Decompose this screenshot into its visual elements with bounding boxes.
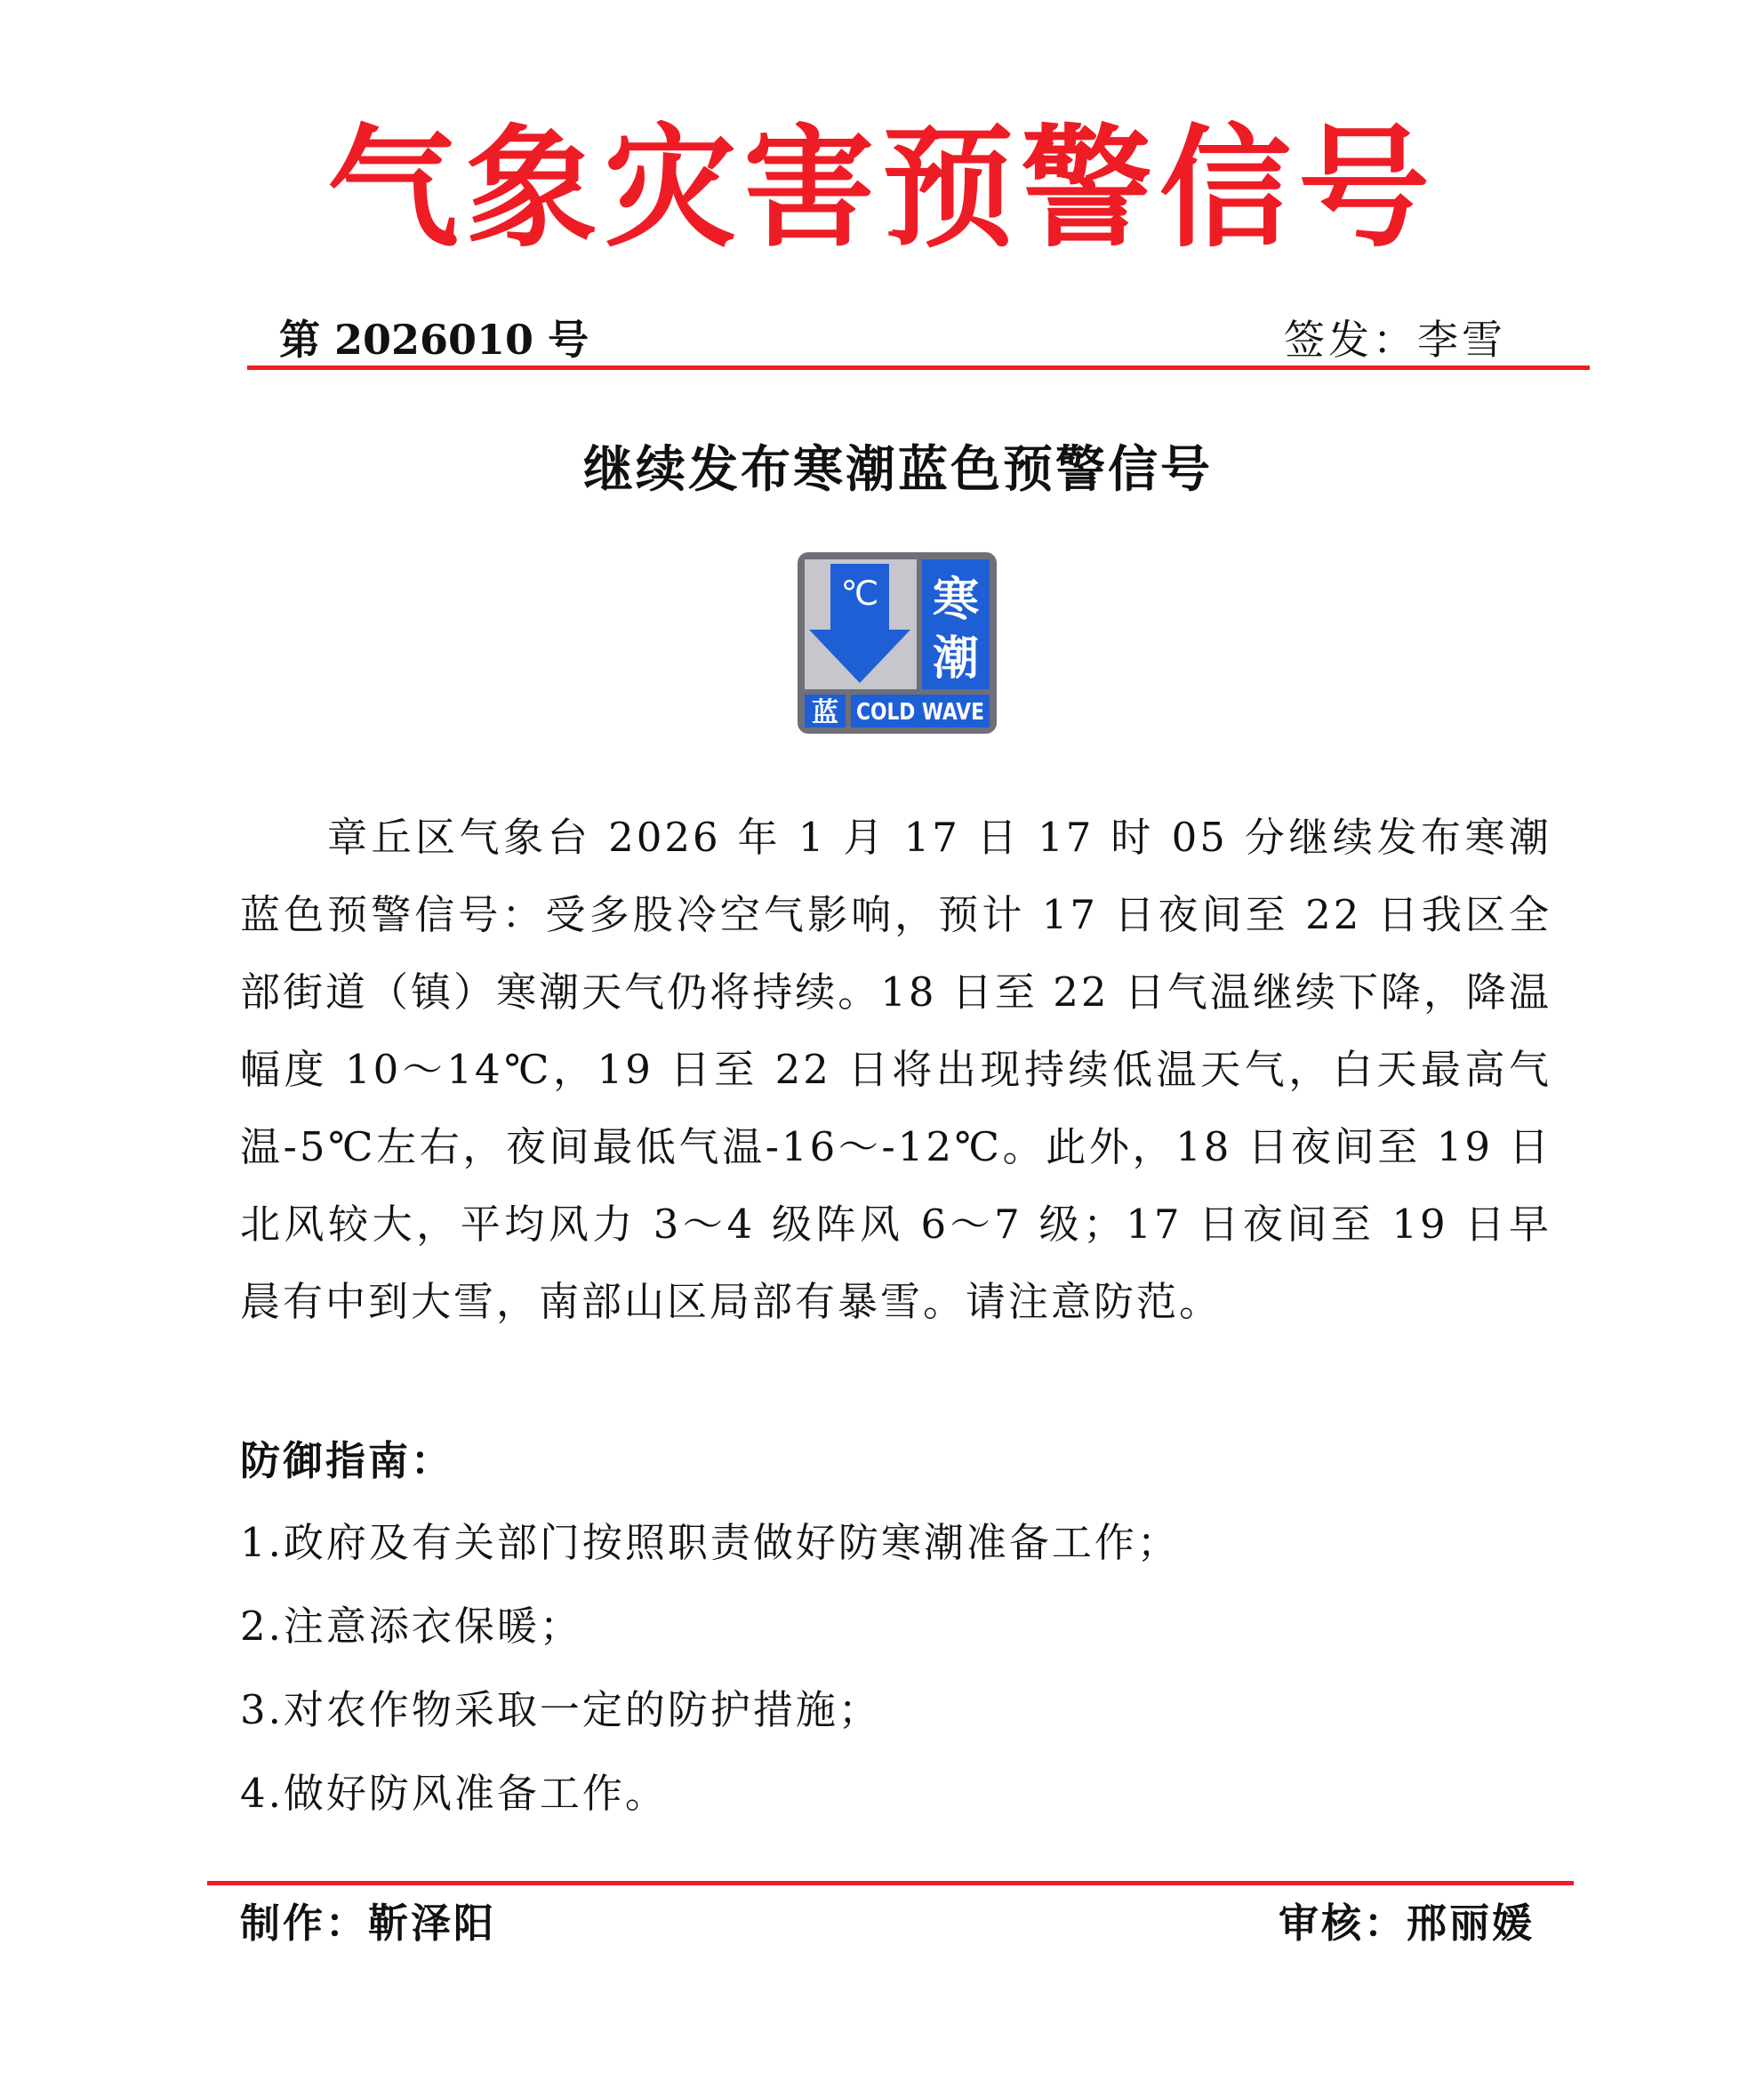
guide-list: [240, 1512, 1180, 1846]
signer: 签发：李雪: [1284, 316, 1506, 364]
document-title: 继续发布寒潮蓝色预警信号: [583, 440, 1213, 499]
guide-item: 4.做好防风准备工作。: [240, 1770, 668, 1817]
reviewer: 审核：邢丽媛: [1278, 1900, 1535, 1947]
guide-item: 2.注意添衣保暖；: [240, 1603, 582, 1650]
english-label: COLD WAVE: [856, 699, 984, 726]
footer-divider: [207, 1881, 1574, 1885]
header-divider: [247, 366, 1590, 370]
issue-meta-row: [247, 313, 1538, 366]
warning-body: 章丘区气象台 2026 年 1 月 17 日 17 时 05 分继续发布寒潮蓝色预警信号：受多股冷空气影响，预计 17 日夜间至 22 日我区全部街道（镇）寒潮天气仍将持续。18 日至 22 日气温继续下降，降温幅度 10～14℃，19 日至 22 日将出现持续低温天气，白天最高气温-5℃左右，夜间最低气温-16～-12℃。此外，18 日夜间至 19 日北风较大，平均风力 3～4 级阵风 6～7 级；17 日夜间至 19 日早晨有中到大雪，南部山区局部有暴雪。请注意防范。: [240, 814, 1552, 1325]
producer: 制作：靳泽阳: [240, 1900, 497, 1947]
level-char: 蓝: [812, 697, 838, 728]
hazard-char-1: 寒: [932, 574, 980, 627]
celsius-unit: ℃: [840, 574, 879, 613]
cold-wave-blue-warning-icon: [797, 551, 998, 735]
hazard-char-2: 潮: [932, 632, 980, 686]
guide-item: 1.政府及有关部门按照职责做好防寒潮准备工作；: [240, 1519, 1180, 1566]
guide-item: 3.对农作物采取一定的防护措施；: [240, 1686, 881, 1733]
guide-title: 防御指南：: [240, 1437, 454, 1484]
masthead-title: 气象灾害预警信号: [327, 112, 1437, 265]
issue-number: 第 2026010 号: [279, 316, 589, 364]
